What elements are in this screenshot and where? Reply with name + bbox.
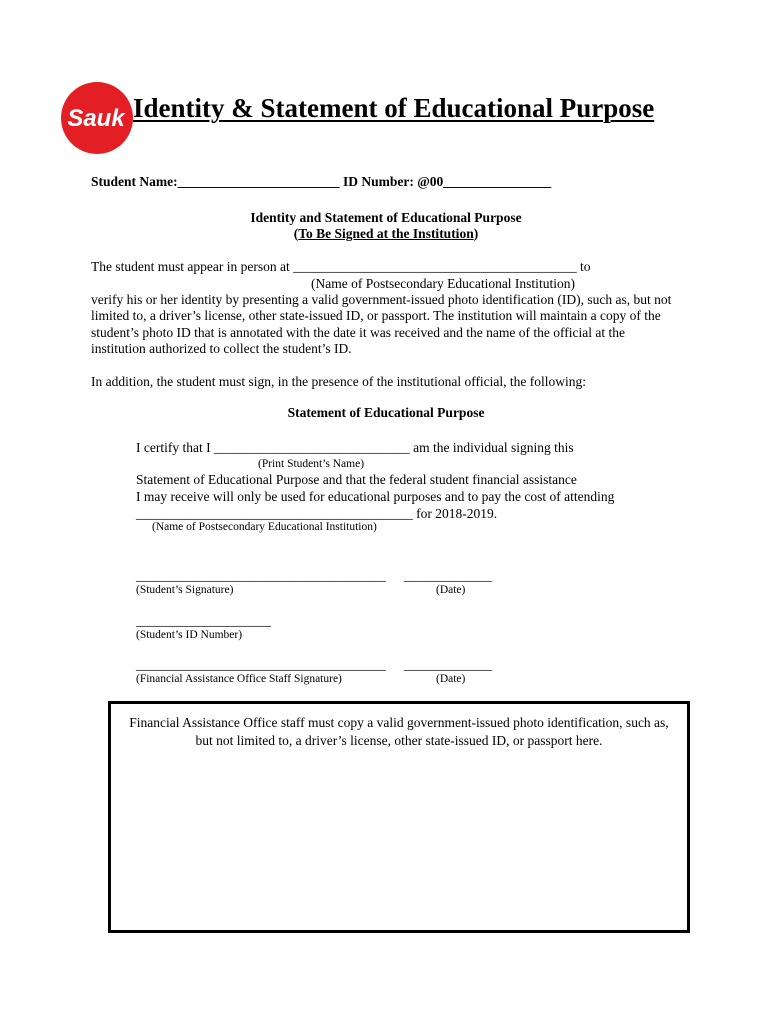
statement-line1-caption: (Print Student’s Name) (258, 458, 365, 470)
intro-addition: In addition, the student must sign, in the presence of the institutional official, the following: (91, 374, 587, 389)
intro-line1: The student must appear in person at __________________________________________ to (91, 259, 591, 274)
student-signature-line[interactable]: _____________________________________ (136, 568, 386, 583)
sauk-logo (60, 80, 134, 156)
page-title: Identity & Statement of Educational Purpose (133, 93, 655, 123)
subheading-line2-wrap: (To Be Signed at the Institution) (293, 226, 479, 241)
statement-heading: Statement of Educational Purpose (287, 405, 485, 420)
student-id-line[interactable]: ____________________ (136, 613, 271, 628)
student-name-id-field[interactable]: Student Name:________________________ ID Number: @00________________ (91, 174, 552, 189)
id-copy-instructions-line1: Financial Assistance Office staff must copy a valid government-issued photo identification, such as, (129, 715, 669, 730)
statement-line2: Statement of Educational Purpose and that the federal student financial assistance (136, 472, 577, 487)
statement-line1: I certify that I _____________________________ am the individual signing this (136, 440, 574, 455)
statement-line4: _________________________________________ for 2018-2019. (136, 506, 498, 521)
id-copy-instructions-line2: but not limited to, a driver’s license, other state-issued ID, or passport here. (195, 733, 603, 748)
subheading-line2: To Be Signed at the Institution (298, 226, 474, 241)
staff-date-label: (Date) (436, 673, 466, 685)
staff-signature-label: (Financial Assistance Office Staff Signature) (136, 673, 342, 685)
id-copy-instructions (111, 714, 687, 750)
svg-text:Sauk: Sauk (67, 105, 125, 132)
student-signature-label: (Student’s Signature) (136, 584, 234, 596)
intro-paragraph: verify his or her identity by presenting a valid government-issued photo identification (ID), such as, but not limited to, a driver’s license, other state-issued ID, or passport. The institution will maintain a copy of the student’s photo ID that is annotated with the date it was received and the name of the official at the institution authorized to collect the student’s ID. (91, 292, 672, 356)
student-date-label: (Date) (436, 584, 466, 596)
id-copy-box (108, 701, 690, 933)
subheading-line1: Identity and Statement of Educational Purpose (250, 210, 522, 225)
staff-date-line[interactable]: _____________ (404, 657, 492, 672)
statement-line3: I may receive will only be used for educational purposes and to pay the cost of attending (136, 489, 615, 504)
intro-caption: (Name of Postsecondary Educational Institution) (311, 276, 575, 291)
student-id-label: (Student’s ID Number) (136, 629, 243, 641)
statement-line4-caption: (Name of Postsecondary Educational Institution) (152, 521, 377, 533)
staff-signature-line[interactable]: _____________________________________ (136, 657, 386, 672)
student-date-line[interactable]: _____________ (404, 568, 492, 583)
